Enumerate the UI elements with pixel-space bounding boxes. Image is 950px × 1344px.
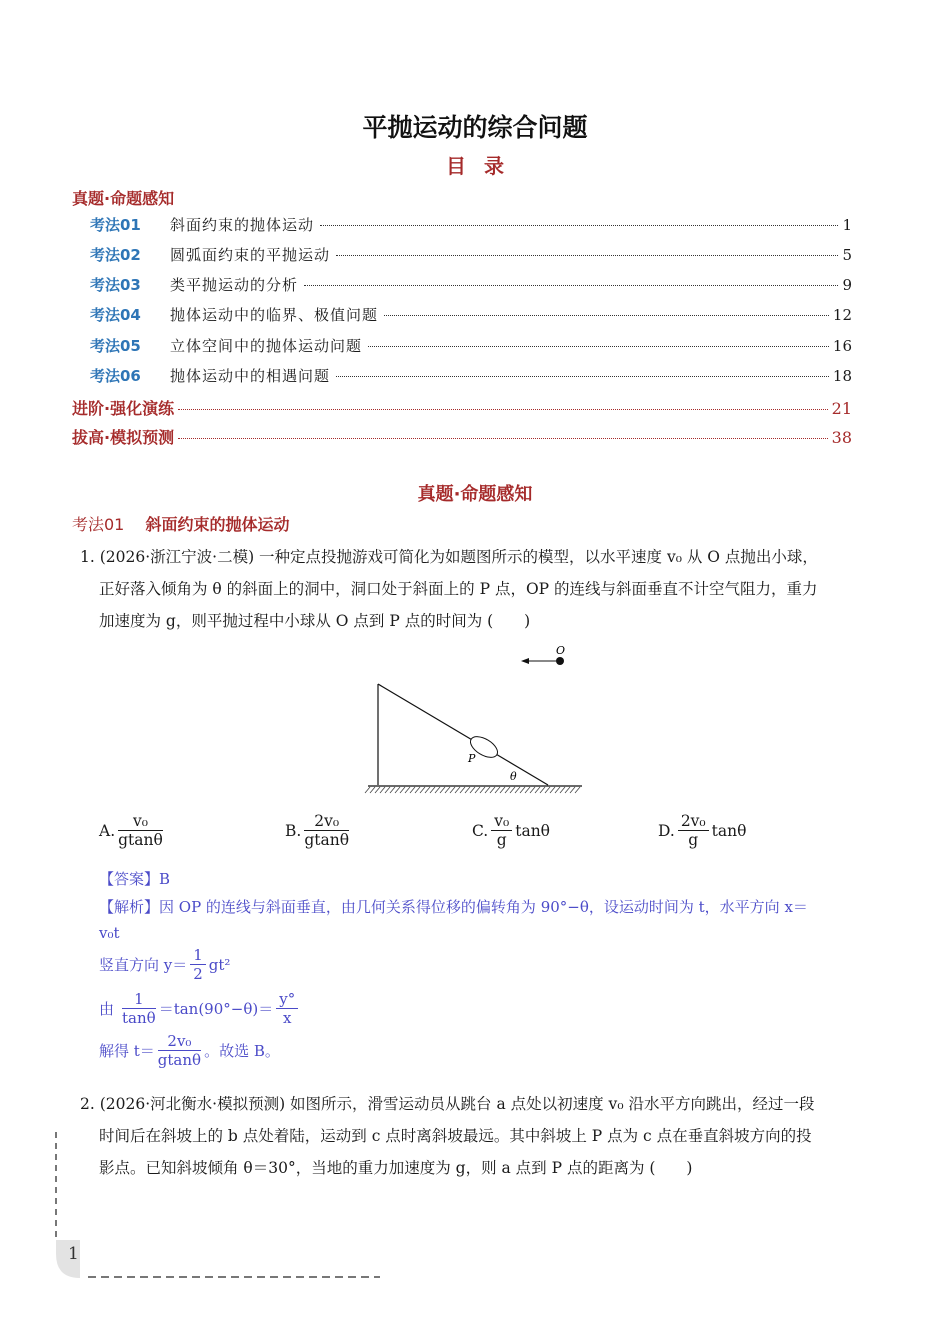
numerator: v₀ — [118, 812, 163, 831]
toc-entry[interactable] — [90, 304, 852, 328]
toc-entry[interactable] — [90, 244, 852, 268]
section-title: 真题·命题感知 — [417, 484, 533, 505]
option-fraction — [678, 812, 709, 849]
toc-entry[interactable] — [90, 214, 852, 238]
option-d[interactable] — [658, 812, 746, 849]
question-2-line-1: 2. (2026·河北衡水·模拟预测) 如图所示，滑雪运动员从跳台 a 点处以初速度 v₀ 沿水平方向跳出，经过一段 — [80, 1095, 815, 1113]
subsection-tag: 考法01 — [72, 515, 125, 534]
denominator: g — [496, 831, 507, 849]
question-2-line-2: 时间后在斜坡上的 b 点处着陆，运动到 c 点时离斜坡最远。其中斜坡上 P 点为 c 点在垂直斜坡方向的投 — [99, 1127, 812, 1145]
toc-entry-tag: 考法01 — [90, 216, 141, 234]
option-letter: B. — [285, 821, 302, 840]
page-title: 平抛运动的综合问题 — [362, 113, 588, 142]
option-fraction — [118, 812, 163, 849]
formula-suffix: 。故选 B。 — [204, 1042, 280, 1060]
option-letter: C. — [472, 821, 489, 840]
analysis-solution — [99, 1032, 280, 1069]
option-fraction — [491, 812, 512, 849]
formula-fraction — [276, 990, 298, 1027]
hatch-line — [540, 787, 545, 793]
theta-label: θ — [510, 770, 517, 783]
hatch-line — [425, 787, 430, 793]
formula-prefix: 竖直方向 y＝ — [99, 956, 188, 974]
point-p-label: P — [468, 752, 476, 765]
question-2-line-3: 影点。已知斜坡倾角 θ＝30°，当地的重力加速度为 g，则 a 点到 P 点的距离为 ( ) — [99, 1159, 693, 1177]
hatch-line — [555, 787, 560, 793]
toc-entry-tag: 考法05 — [90, 337, 141, 355]
toc-dots — [178, 438, 828, 439]
hatch-line — [530, 787, 535, 793]
hatch-line — [395, 787, 400, 793]
hatch-line — [390, 787, 395, 793]
option-a[interactable] — [99, 812, 166, 849]
numerator: 1 — [122, 990, 156, 1009]
analysis-line-1: 【解析】因 OP 的连线与斜面垂直，由几何关系得位移的偏转角为 90°−θ，设运动时间为 t，水平方向 x＝ — [99, 898, 808, 916]
toc-entry[interactable] — [90, 365, 852, 389]
answer-line: 【答案】B — [99, 870, 171, 888]
option-letter: A. — [99, 821, 116, 840]
page-number: 1 — [68, 1244, 79, 1264]
analysis-line-2: v₀t — [99, 924, 120, 942]
toc-dots — [304, 285, 838, 286]
incline-slope — [378, 684, 548, 785]
hatch-line — [510, 787, 515, 793]
hatch-line — [370, 787, 375, 793]
hatch-line — [520, 787, 525, 793]
numerator: 2v₀ — [304, 812, 349, 831]
formula-prefix: 解得 t＝ — [99, 1042, 155, 1060]
numerator: v₀ — [491, 812, 512, 831]
denominator: tanθ — [122, 1009, 156, 1027]
hatch-line — [550, 787, 555, 793]
option-c[interactable] — [472, 812, 550, 849]
hatch-line — [380, 787, 385, 793]
ground-hatch — [365, 787, 580, 793]
question-1-line-3: 加速度为 g，则平抛过程中小球从 O 点到 P 点的时间为 ( ) — [99, 612, 531, 630]
hatch-line — [515, 787, 520, 793]
hatch-line — [420, 787, 425, 793]
hatch-line — [410, 787, 415, 793]
toc-page-number: 1 — [842, 216, 852, 234]
hatch-line — [475, 787, 480, 793]
toc-entry-label: 进阶·强化演练 — [72, 399, 175, 418]
toc-section-title[interactable]: 真题·命题感知 — [72, 189, 175, 208]
hatch-line — [535, 787, 540, 793]
hatch-line — [450, 787, 455, 793]
hatch-line — [385, 787, 390, 793]
formula-suffix: gt² — [208, 955, 231, 974]
toc-entry-tag: 考法06 — [90, 367, 141, 385]
formula-fraction — [122, 990, 156, 1027]
subsection-text: 斜面约束的抛体运动 — [145, 515, 290, 534]
incline-figure — [360, 640, 590, 800]
toc-entry[interactable] — [90, 335, 852, 359]
hatch-line — [505, 787, 510, 793]
option-b[interactable] — [285, 812, 352, 849]
toc-entry-text: 圆弧面约束的平抛运动 — [170, 246, 331, 264]
option-suffix: tanθ — [711, 821, 747, 840]
numerator: y° — [276, 990, 298, 1009]
denominator: gtanθ — [118, 831, 163, 849]
toc-page-number: 21 — [831, 399, 852, 418]
option-suffix: tanθ — [515, 821, 551, 840]
toc-entry-text: 立体空间中的抛体运动问题 — [170, 337, 363, 355]
analysis-vertical — [99, 946, 230, 983]
denominator: 2 — [193, 965, 203, 983]
toc-dots — [336, 255, 838, 256]
question-1-line-2: 正好落入倾角为 θ 的斜面上的洞中，洞口处于斜面上的 P 点，OP 的连线与斜面垂直不计空气阻力，重力 — [99, 580, 818, 598]
hatch-line — [435, 787, 440, 793]
toc-page-number: 9 — [842, 276, 852, 294]
hatch-line — [470, 787, 475, 793]
subsection-title — [72, 512, 289, 535]
numerator: 2v₀ — [158, 1032, 201, 1051]
denominator: g — [688, 831, 699, 849]
toc-entry-tag: 考法02 — [90, 246, 141, 264]
arrowhead-icon — [521, 658, 529, 664]
denominator: x — [282, 1009, 292, 1027]
toc-page-number: 5 — [842, 246, 852, 264]
hatch-line — [365, 787, 370, 793]
numerator: 1 — [190, 946, 206, 965]
hatch-line — [430, 787, 435, 793]
toc-entry-text: 抛体运动中的临界、极值问题 — [170, 306, 379, 324]
toc-entry-text: 类平抛运动的分析 — [170, 276, 299, 294]
option-letter: D. — [658, 821, 675, 840]
toc-entry[interactable] — [90, 274, 852, 298]
toc-dots — [178, 409, 828, 410]
hatch-line — [375, 787, 380, 793]
formula-middle: ＝tan(90°−θ)＝ — [158, 1000, 274, 1018]
hatch-line — [485, 787, 490, 793]
hatch-line — [480, 787, 485, 793]
option-fraction — [304, 812, 349, 849]
hatch-line — [460, 787, 465, 793]
analysis-relation — [99, 990, 301, 1027]
toc-dots — [336, 376, 829, 377]
question-1-line-1: 1. (2026·浙江宁波·二模) 一种定点投抛游戏可简化为如题图所示的模型，以水平速度 v₀ 从 O 点抛出小球， — [80, 548, 818, 566]
toc-page-number: 16 — [832, 337, 852, 355]
toc-page-number: 18 — [832, 367, 852, 385]
toc-dots — [384, 315, 829, 316]
formula-prefix: 由 — [99, 1000, 115, 1018]
toc-entry-label: 拔高·模拟预测 — [72, 428, 175, 447]
hatch-line — [565, 787, 570, 793]
hatch-line — [400, 787, 405, 793]
denominator: gtanθ — [157, 1051, 202, 1069]
hatch-line — [525, 787, 530, 793]
hatch-line — [495, 787, 500, 793]
toc-heading: 目录 — [446, 154, 522, 178]
toc-entry-text: 斜面约束的抛体运动 — [170, 216, 315, 234]
hatch-line — [545, 787, 550, 793]
toc-entry-text: 抛体运动中的相遇问题 — [170, 367, 331, 385]
hatch-line — [500, 787, 505, 793]
hatch-line — [560, 787, 565, 793]
numerator: 2v₀ — [678, 812, 709, 831]
page-corner-decoration — [50, 1128, 390, 1288]
hatch-line — [455, 787, 460, 793]
toc-entry-simulation[interactable] — [72, 425, 852, 449]
denominator: gtanθ — [304, 831, 350, 849]
hatch-line — [575, 787, 580, 793]
toc-entry-tag: 考法04 — [90, 306, 141, 324]
hatch-line — [490, 787, 495, 793]
hatch-line — [415, 787, 420, 793]
hatch-line — [445, 787, 450, 793]
toc-dots — [320, 225, 838, 226]
formula-fraction — [158, 1032, 201, 1069]
hatch-line — [440, 787, 445, 793]
toc-page-number: 12 — [832, 306, 852, 324]
toc-page-number: 38 — [831, 428, 852, 447]
ball-o — [556, 657, 564, 665]
hatch-line — [465, 787, 470, 793]
toc-entry-advanced[interactable] — [72, 396, 852, 420]
formula-fraction — [190, 946, 206, 983]
point-o-label: O — [556, 644, 566, 657]
hatch-line — [405, 787, 410, 793]
toc-entry-tag: 考法03 — [90, 276, 141, 294]
hatch-line — [570, 787, 575, 793]
toc-dots — [368, 346, 829, 347]
